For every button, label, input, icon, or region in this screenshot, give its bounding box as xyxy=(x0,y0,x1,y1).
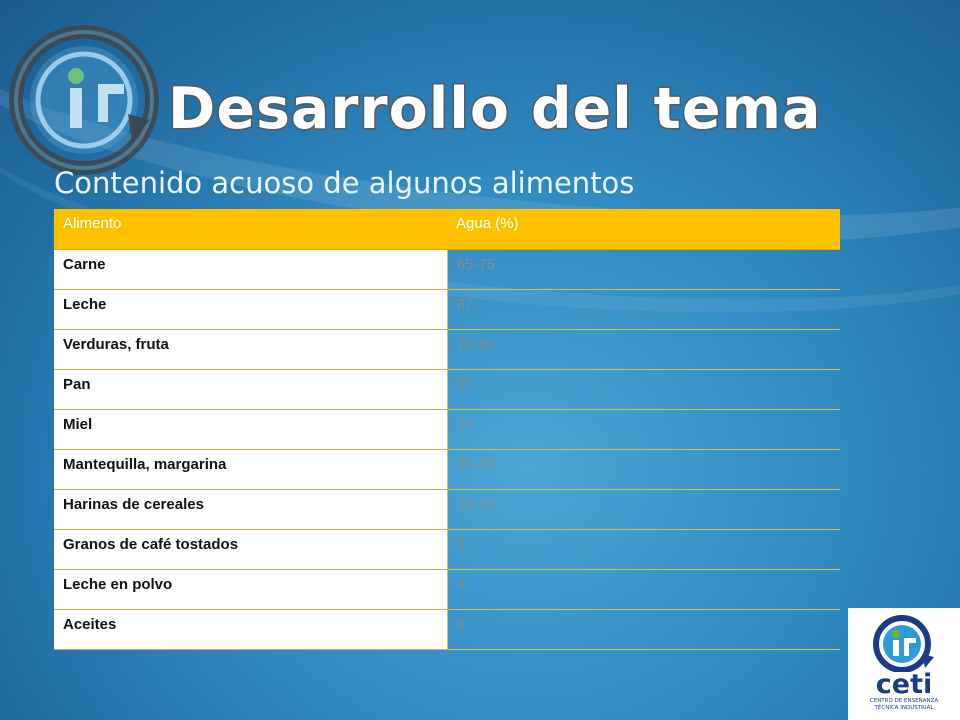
food-cell: Leche en polvo xyxy=(54,569,447,609)
water-cell: 16-18 xyxy=(447,449,840,489)
water-content-table xyxy=(54,209,840,650)
food-cell: Aceites xyxy=(54,609,447,649)
water-cell: 87 xyxy=(447,289,840,329)
ceti-logo xyxy=(848,608,960,720)
column-header-food: Alimento xyxy=(54,209,447,249)
food-cell: Leche xyxy=(54,289,447,329)
table-row xyxy=(54,529,840,569)
food-cell: Pan xyxy=(54,369,447,409)
ceti-logo-subtitle-line1: CENTRO DE ENSEÑANZA xyxy=(869,698,939,704)
ceti-logo-subtitle-line2: TÉCNICA INDUSTRIAL xyxy=(874,705,934,711)
slide-title: Desarrollo del tema xyxy=(168,76,822,142)
table-header-row xyxy=(54,209,840,249)
water-cell: 35 xyxy=(447,369,840,409)
food-cell: Verduras, fruta xyxy=(54,329,447,369)
water-cell: 70-90 xyxy=(447,329,840,369)
food-cell: Mantequilla, margarina xyxy=(54,449,447,489)
food-cell: Granos de café tostados xyxy=(54,529,447,569)
table-row xyxy=(54,449,840,489)
ceti-logo-watermark-icon xyxy=(8,18,168,178)
food-cell: Miel xyxy=(54,409,447,449)
table-row xyxy=(54,329,840,369)
ceti-logo-subtitle xyxy=(848,698,960,712)
water-cell: 12-14 xyxy=(447,489,840,529)
table-row xyxy=(54,409,840,449)
water-cell: 4 xyxy=(447,569,840,609)
ceti-logo-name: ceti xyxy=(875,669,933,700)
table-row xyxy=(54,249,840,289)
table-row xyxy=(54,289,840,329)
water-cell: 20 xyxy=(447,409,840,449)
slide-subtitle: Contenido acuoso de algunos alimentos xyxy=(54,166,635,200)
water-cell: 5 xyxy=(447,529,840,569)
table-row xyxy=(54,369,840,409)
food-cell: Carne xyxy=(54,249,447,289)
ceti-logo-icon xyxy=(848,608,960,672)
water-cell: 0 xyxy=(447,609,840,649)
table-row xyxy=(54,489,840,529)
table-row xyxy=(54,609,840,649)
food-cell: Harinas de cereales xyxy=(54,489,447,529)
water-cell: 65-75 xyxy=(447,249,840,289)
column-header-water: Agua (%) xyxy=(447,209,840,249)
table-row xyxy=(54,569,840,609)
